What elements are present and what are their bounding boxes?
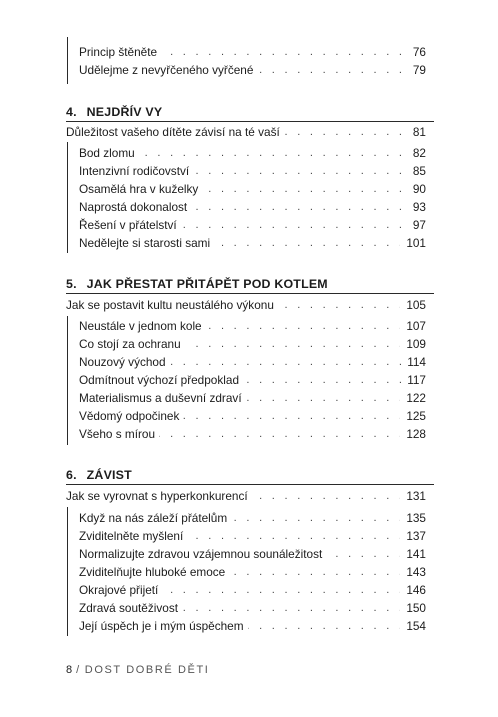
toc-main-entry[interactable]	[0, 297, 498, 314]
entry-page: 143	[400, 564, 426, 581]
entry-page: 109	[400, 336, 426, 353]
toc-main-entry[interactable]	[0, 488, 498, 505]
toc-entry[interactable]	[0, 510, 498, 527]
toc-entry[interactable]	[0, 546, 498, 563]
entry-page: 81	[407, 124, 426, 141]
entry-page: 76	[407, 44, 426, 61]
entry-title: Jak se vyrovnat s hyperkonkurencí	[66, 488, 252, 505]
footer-separator: /	[76, 664, 81, 676]
toc-entry[interactable]	[0, 582, 498, 599]
toc-entry[interactable]	[0, 62, 498, 79]
chapter-heading	[66, 276, 328, 293]
entry-page: 117	[401, 372, 426, 389]
entry-title: Její úspěch je i mým úspěchem	[79, 618, 248, 635]
entry-title: Zviditelňujte hluboké emoce	[79, 564, 229, 581]
toc-entry[interactable]	[0, 426, 498, 443]
toc-main-entry[interactable]	[0, 124, 498, 141]
chapter-number: 6.	[66, 468, 77, 482]
entry-title: Nouzový východ	[79, 354, 170, 371]
entry-title: Udělejme z nevyřčeného vyřčené	[79, 62, 257, 79]
entry-page: 141	[400, 546, 426, 563]
chapter-rule	[66, 484, 434, 485]
entry-title: Důležitost vašeho dítěte závisí na té vaší	[66, 124, 284, 141]
entry-title: Materialismus a duševní zdraví	[79, 390, 246, 407]
toc-entry[interactable]	[0, 372, 498, 389]
entry-page: 128	[400, 426, 426, 443]
toc-entry[interactable]	[0, 199, 498, 216]
entry-title: Zdravá soutěživost	[79, 600, 182, 617]
entry-page: 105	[400, 297, 426, 314]
entry-page: 97	[407, 217, 426, 234]
entry-title: Když na nás záleží přátelům	[79, 510, 231, 527]
toc-entry[interactable]	[0, 528, 498, 545]
toc-entry[interactable]	[0, 217, 498, 234]
entry-page: 101	[400, 235, 426, 252]
entry-page: 85	[407, 163, 426, 180]
entry-title: Neustále v jednom kole	[79, 318, 206, 335]
entry-page: 90	[407, 181, 426, 198]
entry-title: Zviditelněte myšlení	[79, 528, 187, 545]
entry-title: Osamělá hra v kuželky	[79, 181, 202, 198]
toc-entry[interactable]	[0, 44, 498, 61]
entry-page: 79	[407, 62, 426, 79]
entry-page: 122	[400, 390, 426, 407]
entry-title: Intenzivní rodičovství	[79, 163, 193, 180]
entry-title: Jak se postavit kultu neustálého výkonu	[66, 297, 278, 314]
entry-title: Naprostá dokonalost	[79, 199, 191, 216]
entry-page: 82	[407, 145, 426, 162]
toc-entry[interactable]	[0, 163, 498, 180]
toc-entry[interactable]	[0, 235, 498, 252]
entry-title: Vědomý odpočinek	[79, 408, 183, 425]
entry-page: 137	[400, 528, 426, 545]
entry-title: Bod zlomu	[79, 145, 139, 162]
entry-page: 150	[400, 600, 426, 617]
toc-entry[interactable]	[0, 408, 498, 425]
chapter-title: NEJDŘÍV VY	[86, 105, 163, 119]
entry-page: 131	[400, 488, 426, 505]
entry-title: Odmítnout výchozí předpoklad	[79, 372, 243, 389]
entry-title: Princip štěněte	[79, 44, 161, 61]
chapter-title: ZÁVIST	[86, 468, 132, 482]
entry-page: 154	[400, 618, 426, 635]
entry-page: 125	[400, 408, 426, 425]
chapter-rule	[66, 121, 434, 122]
toc-entry[interactable]	[0, 618, 498, 635]
entry-page: 146	[400, 582, 426, 599]
entry-page: 135	[400, 510, 426, 527]
entry-title: Co stojí za ochranu	[79, 336, 185, 353]
chapter-number: 5.	[66, 277, 77, 291]
toc-entry[interactable]	[0, 564, 498, 581]
toc-entry[interactable]	[0, 181, 498, 198]
page-footer	[66, 663, 209, 677]
chapter-number: 4.	[66, 105, 77, 119]
chapter-rule	[66, 293, 434, 294]
toc-entry[interactable]	[0, 390, 498, 407]
toc-entry[interactable]	[0, 354, 498, 371]
footer-page-number: 8	[66, 664, 73, 676]
entry-title: Nedělejte si starosti sami	[79, 235, 214, 252]
chapter-heading	[66, 467, 132, 484]
entry-page: 107	[400, 318, 426, 335]
entry-title: Okrajové přijetí	[79, 582, 162, 599]
toc-entry[interactable]	[0, 318, 498, 335]
entry-title: Všeho s mírou	[79, 426, 159, 443]
footer-book-title: DOST DOBRÉ DĚTI	[84, 664, 210, 676]
entry-page: 93	[407, 199, 426, 216]
chapter-heading	[66, 104, 162, 121]
chapter-title: JAK PŘESTAT PŘITÁPĚT POD KOTLEM	[86, 277, 328, 291]
toc-entry[interactable]	[0, 145, 498, 162]
toc-entry[interactable]	[0, 600, 498, 617]
entry-page: 114	[401, 354, 426, 371]
entry-title: Řešení v přátelství	[79, 217, 181, 234]
toc-entry[interactable]	[0, 336, 498, 353]
entry-title: Normalizujte zdravou vzájemnou sounáležitost	[79, 546, 326, 563]
